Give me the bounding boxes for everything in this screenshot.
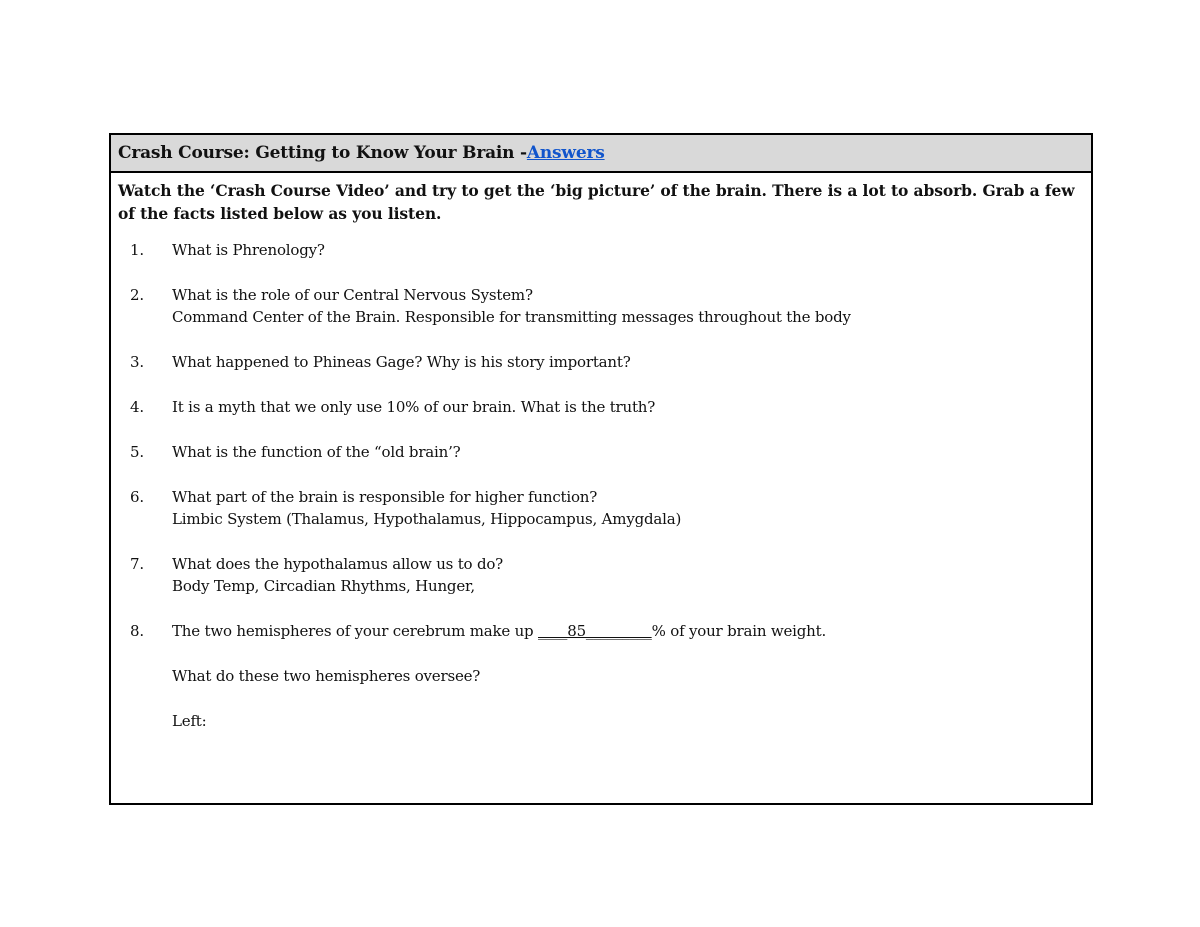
question-item [111, 620, 1091, 642]
left-hemisphere-label: Left: [172, 712, 207, 730]
question-item [111, 351, 1091, 373]
question-number: 5. [130, 443, 144, 461]
question-text-after: % of your brain weight. [651, 622, 827, 640]
question-text: What is the role of our Central Nervous System? [172, 286, 533, 304]
instructions: Watch the ‘Crash Course Video’ and try to get the ‘big picture’ of the brain. There is a lot to absorb. Grab a few of the facts listed below as you listen. [118, 181, 1075, 223]
question-number: 7. [130, 555, 144, 573]
question-text: What happened to Phineas Gage? Why is his story important? [172, 353, 631, 371]
question-number: 1. [130, 241, 144, 259]
question-text-before: The two hemispheres of your cerebrum make up [172, 622, 539, 640]
question-text: What is the function of the “old brain’? [172, 443, 461, 461]
question-number: 4. [130, 398, 144, 416]
answer-text: Command Center of the Brain. Responsible for transmitting messages throughout the body [172, 308, 851, 326]
worksheet-title: Crash Course: Getting to Know Your Brain - [118, 143, 527, 163]
question-item [111, 486, 1091, 530]
answer-text: Body Temp, Circadian Rhythms, Hunger, [172, 577, 475, 595]
question-item [111, 284, 1091, 328]
answers-link[interactable]: Answers [526, 143, 605, 163]
question-number: 6. [130, 488, 144, 506]
question-list [111, 239, 1091, 642]
question-number: 2. [130, 286, 144, 304]
fill-in-blank: ____85_________ [538, 622, 652, 640]
worksheet-table [109, 133, 1093, 805]
question-item [111, 441, 1091, 463]
question-text: What is Phrenology? [172, 241, 325, 259]
followup-question: What do these two hemispheres oversee? [172, 667, 481, 685]
question-text: What does the hypothalamus allow us to do? [172, 555, 504, 573]
question-text: It is a myth that we only use 10% of our brain. What is the truth? [172, 398, 656, 416]
question-number: 3. [130, 353, 144, 371]
question-number: 8. [130, 622, 144, 640]
question-text: What part of the brain is responsible for higher function? [172, 488, 598, 506]
question-item [111, 239, 1091, 261]
answer-text: Limbic System (Thalamus, Hypothalamus, Hippocampus, Amygdala) [172, 510, 682, 528]
question-item [111, 553, 1091, 597]
worksheet-header [111, 135, 1091, 173]
question-item [111, 396, 1091, 418]
